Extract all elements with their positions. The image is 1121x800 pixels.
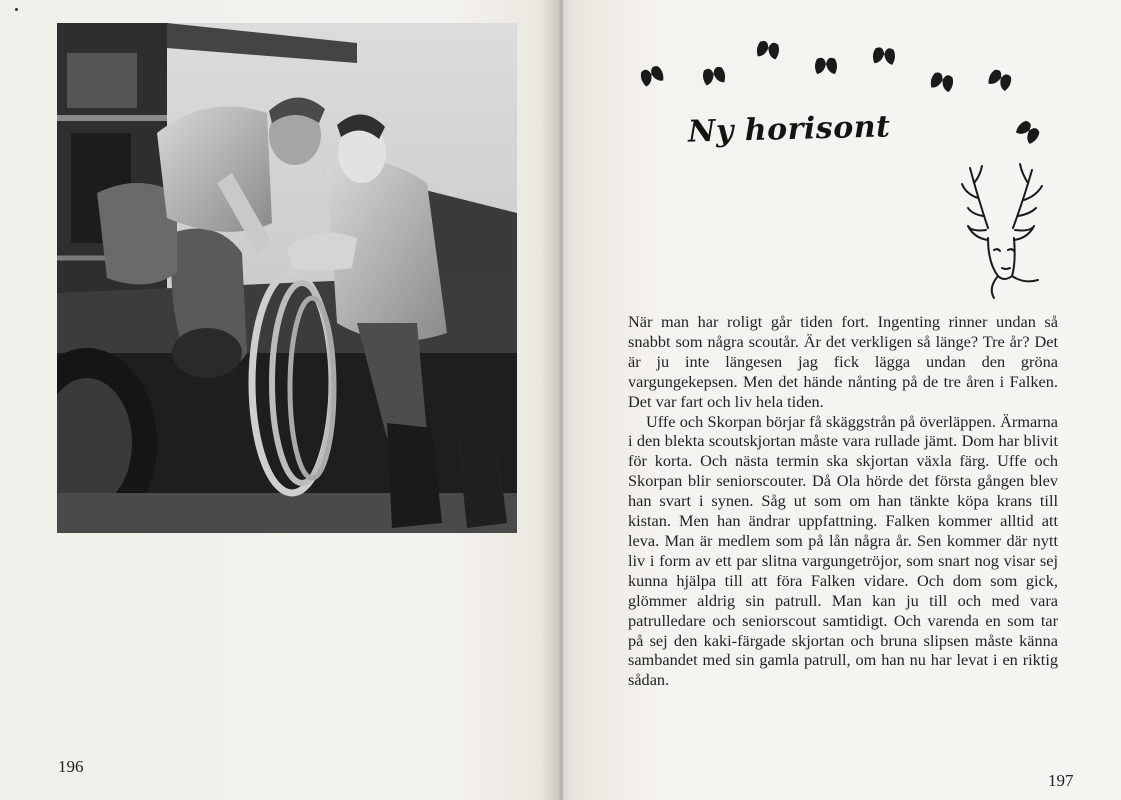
page-number-left: 196 — [58, 757, 84, 776]
page-number-right: 197 — [1048, 771, 1074, 790]
deer-head-icon — [958, 158, 1048, 300]
photo-scouts-unloading-trailer-icon — [57, 23, 517, 533]
paragraph-2: Uffe och Skorpan börjar få skäggstrån på överläppen. Ärmarna i den blekta scoutskjortan måste vara rullade jämt. Dom har blivit för korta. Och nästa termin ska skjortan växla färg. Uffe och Skorpan blir seniorscouter. Då Ola hörde det första gången blev han svart i synen. Såg ut som om han tänkte köpa krans till kistan. Men han ändrar uppfattning. Falken kommer alltid att leva. Man är medlem som på lån några år. Sen kommer där nytt liv i form av ett par slitna vargungetröjor, som snart nog visar sej kunna hjälpa till att föra Falken vidare. Och dom som gick, glömmer aldrig sin patrull. Man kan ju till och med vara patrulledare och seniorscout samtidigt. Och varenda en som tar på sej den kaki-färgade skjortan och bruna slipsen måste känna sambandet med sin gamla patrull, om han nu har levat i en riktig sådan. — [628, 411, 1058, 690]
paragraph-1: När man har roligt går tiden fort. Ingenting rinner undan så snabbt som några scoutår. Är det verkligen så länge? Tre år? Det är ju inte längesen jag fick lägga undan den gröna vargungekepsen. Men det hände nånting på de tre åren i Falken. Det var fart och liv hela tiden. — [628, 312, 1058, 411]
left-page — [0, 0, 560, 800]
chapter-title: Ny horisont — [687, 109, 891, 150]
print-speck — [15, 8, 18, 11]
body-text — [628, 312, 1058, 690]
scout-photo — [57, 23, 517, 533]
